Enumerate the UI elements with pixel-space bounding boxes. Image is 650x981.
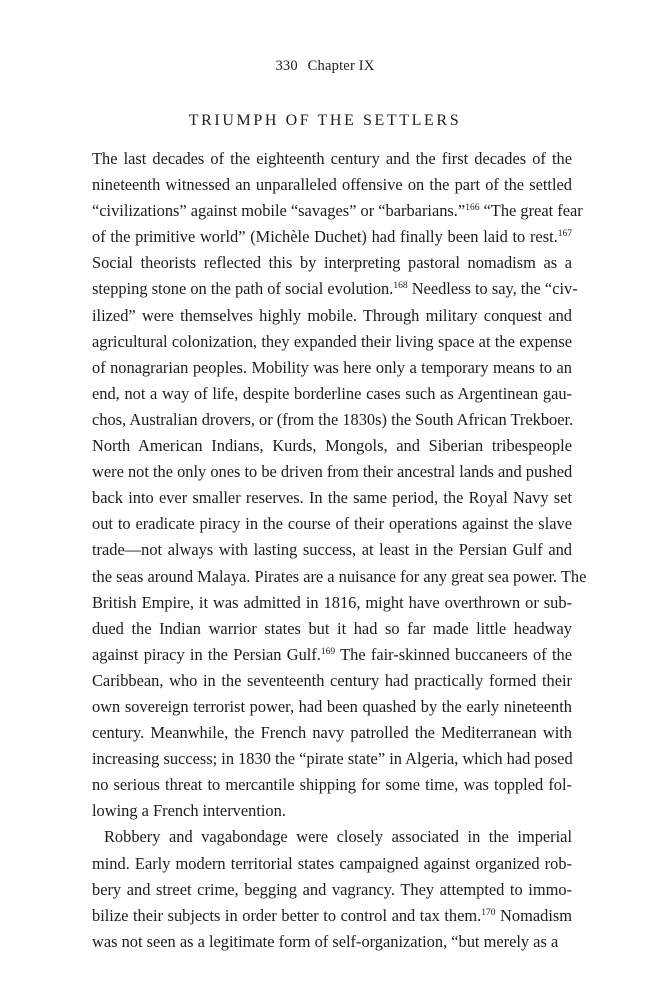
footnote-marker: 168 (393, 281, 408, 292)
footnote-marker: 167 (557, 229, 572, 240)
text-line (92, 303, 572, 329)
line-text: lowing a French intervention. (92, 801, 286, 821)
text-line (92, 250, 572, 276)
text-line (92, 381, 572, 407)
text-line (92, 694, 572, 720)
line-text: Social theorists reflected this by interpreting pastoral nomadism as a (92, 253, 572, 273)
line-text: of the primitive world” (Michèle Duchet) had finally been laid to rest. (92, 227, 558, 247)
text-line (92, 903, 572, 929)
line-text: own sovereign terrorist power, had been quashed by the early nineteenth (92, 696, 572, 716)
line-text: of nonagrarian peoples. Mobility was here only a temporary means to an (92, 357, 572, 377)
footnote-marker: 166 (465, 203, 480, 214)
paragraph-2 (92, 824, 572, 954)
text-line (92, 877, 572, 903)
line-text: out to eradicate piracy in the course of their operations against the slave (92, 514, 572, 534)
line-text: chos, Australian drovers, or (from the 1830s) the South African Trekboer. (92, 409, 574, 429)
line-text: increasing success; in 1830 the “pirate state” in Algeria, which had posed (92, 749, 573, 769)
line-text: were not the only ones to be driven from their ancestral lands and pushed (92, 462, 573, 482)
line-text: bery and street crime, begging and vagrancy. They attempted to immo- (92, 879, 572, 899)
text-line (92, 929, 572, 955)
text-line (92, 851, 572, 877)
text-line (92, 172, 572, 198)
text-line (92, 146, 572, 172)
running-header (0, 58, 650, 75)
line-text: no serious threat to mercantile shipping for some time, was toppled fol- (92, 775, 572, 795)
line-text: ilized” were themselves highly mobile. Through military conquest and (92, 305, 572, 325)
text-line (92, 746, 572, 772)
text-line (92, 355, 572, 381)
line-text: Robbery and vagabondage were closely associated in the imperial (104, 827, 572, 847)
text-line (92, 459, 572, 485)
text-line (92, 407, 572, 433)
line-text: “The great fear (479, 201, 583, 221)
line-text: agricultural colonization, they expanded their living space at the expense (92, 331, 572, 351)
line-text: British Empire, it was admitted in 1816, might have overthrown or sub- (92, 592, 572, 612)
text-line (92, 824, 572, 850)
paragraph-1 (92, 146, 587, 824)
line-text: back into ever smaller reserves. In the same period, the Royal Navy set (92, 488, 572, 508)
line-text: against piracy in the Persian Gulf. (92, 644, 321, 664)
text-line (92, 616, 572, 642)
line-text: end, not a way of life, despite borderline cases such as Argentinean gau- (92, 383, 572, 403)
line-text: Caribbean, who in the seventeenth century had practically formed their (92, 670, 572, 690)
page-number: 330 (275, 58, 298, 74)
line-text: the seas around Malaya. Pirates are a nuisance for any great sea power. The (92, 566, 587, 586)
section-title: TRIUMPH OF THE SETTLERS (188, 112, 462, 129)
line-text: century. Meanwhile, the French navy patrolled the Mediterranean with (92, 723, 572, 743)
line-text: stepping stone on the path of social evolution. (92, 279, 394, 299)
line-text: dued the Indian warrior states but it had so far made little headway (92, 618, 572, 638)
text-line (92, 198, 583, 224)
text-line (92, 642, 572, 668)
text-line (92, 564, 587, 590)
text-line (92, 485, 572, 511)
line-text: The fair-skinned buccaneers of the (335, 644, 572, 664)
line-text: nineteenth witnessed an unparalleled offensive on the part of the settled (92, 175, 572, 195)
text-line (92, 720, 572, 746)
line-text: Needless to say, the “civ- (407, 279, 578, 299)
line-text: The last decades of the eighteenth century and the first decades of the (92, 149, 572, 168)
chapter-label: Chapter IX (307, 58, 375, 74)
text-line (92, 537, 572, 563)
line-text: “civilizations” against mobile “savages” or “barbarians.” (92, 201, 466, 221)
text-line (92, 224, 572, 250)
text-line (92, 433, 572, 459)
text-line (92, 798, 572, 824)
line-text: North American Indians, Kurds, Mongols, and Siberian tribespeople (92, 436, 572, 456)
body-text (92, 146, 587, 955)
footnote-marker: 170 (481, 907, 496, 918)
text-line (92, 590, 572, 616)
text-line (92, 511, 572, 537)
line-text: was not seen as a legitimate form of self-organization, “but merely as a (92, 931, 559, 951)
footnote-marker: 169 (320, 646, 336, 657)
text-line (92, 329, 572, 355)
line-text: mind. Early modern territorial states campaigned against organized rob- (92, 853, 572, 873)
line-text: bilize their subjects in order better to control and tax them. (92, 905, 482, 925)
text-line (92, 772, 572, 798)
text-line (92, 668, 572, 694)
text-line (92, 276, 578, 302)
line-text: Nomadism (495, 905, 572, 925)
line-text: trade—not always with lasting success, at least in the Persian Gulf and (92, 540, 572, 560)
